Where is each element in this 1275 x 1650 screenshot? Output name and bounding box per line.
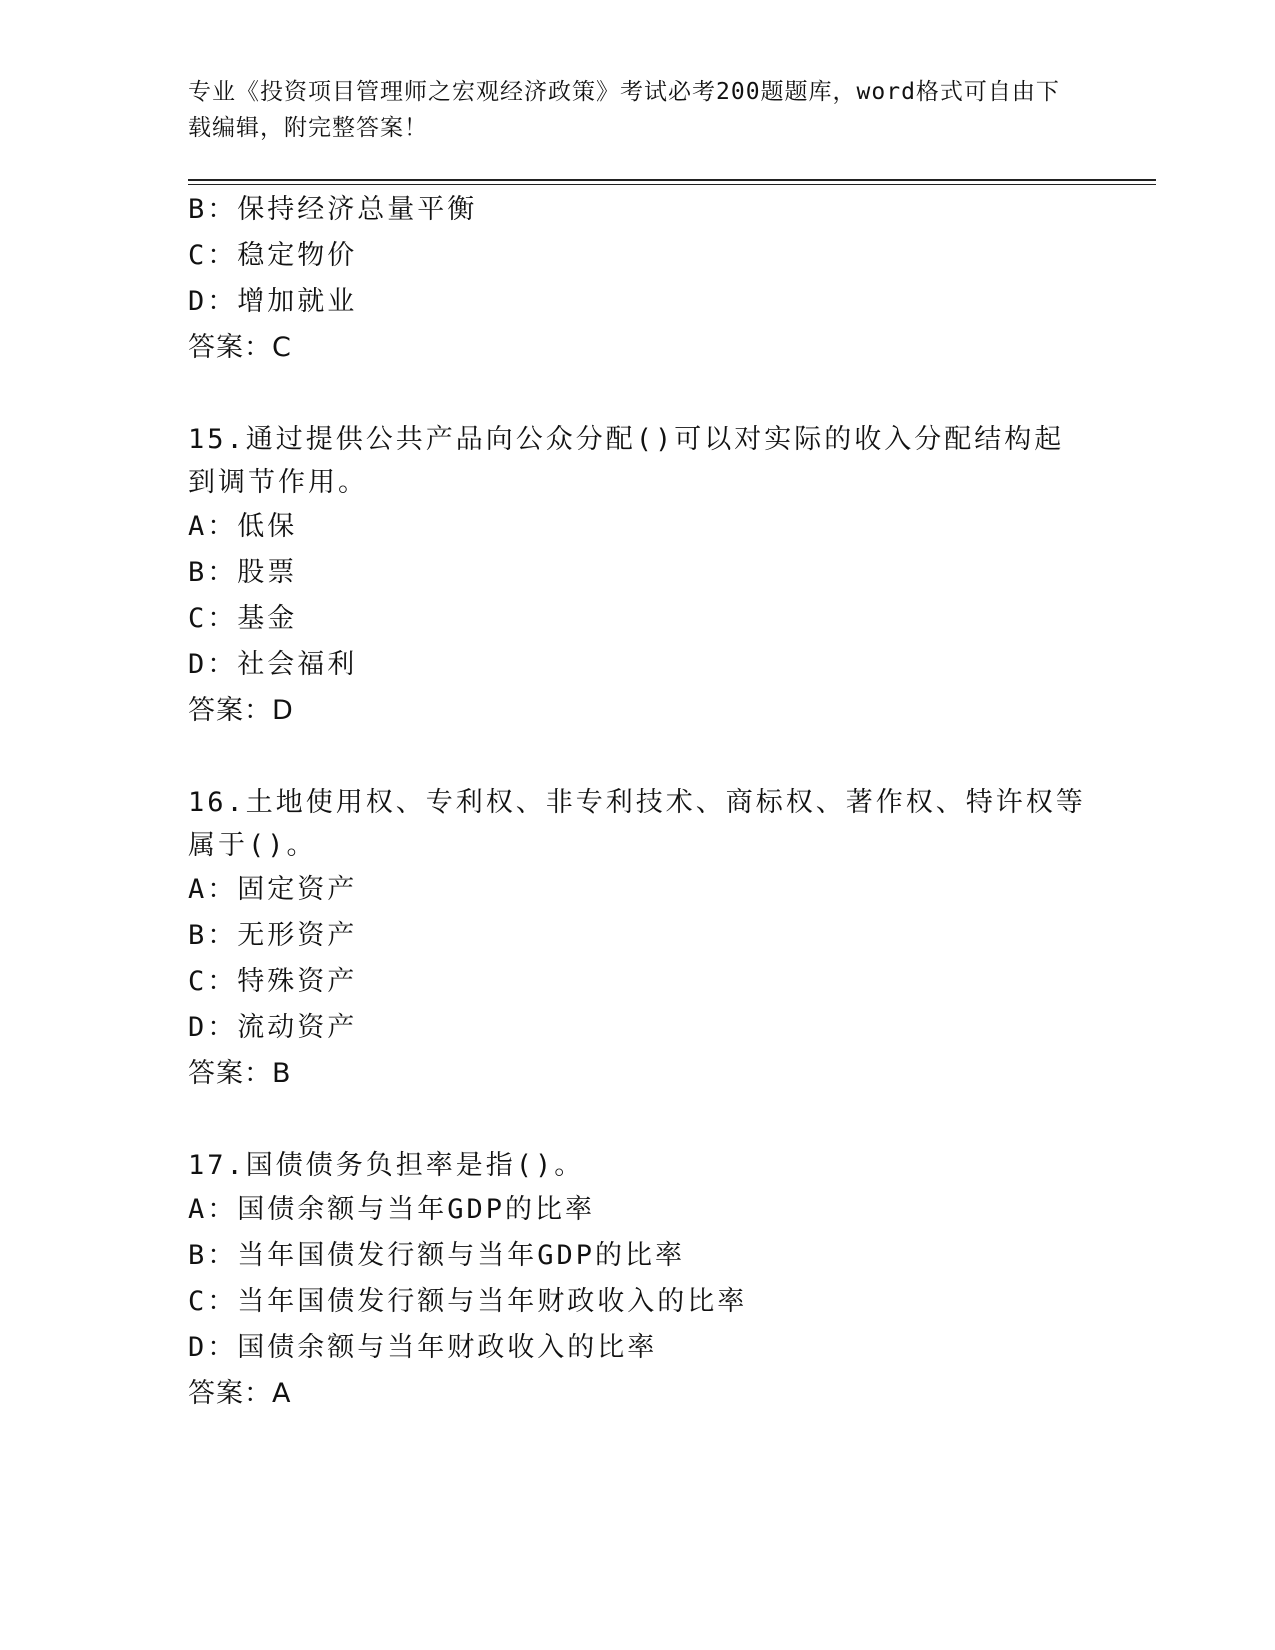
question-block-15: [188, 418, 1088, 734]
option-c: C：当年国债发行额与当年财政收入的比率: [188, 1286, 748, 1317]
header-divider: [188, 179, 1156, 185]
option-d: D：国债余额与当年财政收入的比率: [188, 1332, 658, 1363]
option-a: A：固定资产: [188, 874, 358, 905]
option-c: C：稳定物价: [188, 240, 358, 271]
question-list: [188, 187, 1088, 1417]
question-text: 15.通过提供公共产品向公众分配()可以对实际的收入分配结构起到调节作用。: [188, 424, 1065, 498]
option-b: B：当年国债发行额与当年GDP的比率: [188, 1240, 686, 1271]
option-d: D：增加就业: [188, 286, 358, 317]
question-text: 16.土地使用权、专利权、非专利技术、商标权、著作权、特许权等属于()。: [188, 787, 1086, 861]
option-b: B：股票: [188, 557, 298, 588]
question-block-16: [188, 781, 1088, 1097]
option-c: C：特殊资产: [188, 966, 358, 997]
option-b: B：无形资产: [188, 920, 358, 951]
question-text: 17.国债债务负担率是指()。: [188, 1150, 585, 1181]
option-d: D：流动资产: [188, 1012, 358, 1043]
question-block-17: [188, 1144, 1088, 1417]
answer-line: 答案：C: [188, 332, 292, 363]
answer-line: 答案：A: [188, 1378, 292, 1409]
option-a: A：国债余额与当年GDP的比率: [188, 1194, 596, 1225]
question-block-prev: [188, 187, 1088, 371]
option-a: A：低保: [188, 511, 298, 542]
answer-line: 答案：B: [188, 1058, 292, 1089]
option-d: D：社会福利: [188, 649, 358, 680]
answer-line: 答案：D: [188, 695, 294, 726]
option-b: B：保持经济总量平衡: [188, 194, 478, 225]
option-c: C：基金: [188, 603, 298, 634]
document-header: 专业《投资项目管理师之宏观经济政策》考试必考200题题库，word格式可自由下载编辑，附完整答案！: [188, 79, 1060, 141]
